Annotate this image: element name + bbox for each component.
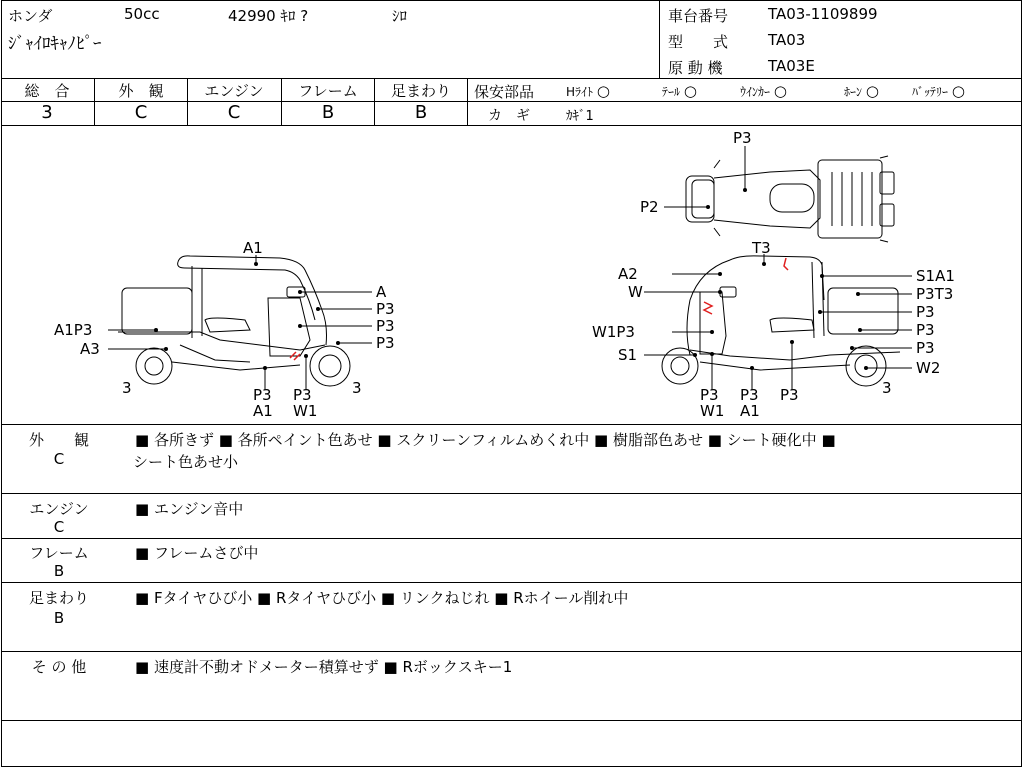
model-name: ｼﾞｬｲﾛｷｬﾉﾋﾟｰ [8,34,102,54]
safety-headlight-label: Hﾗｲﾄ [566,85,594,99]
grade-suspension-label: 足まわり [390,82,451,100]
label-a1: A1 [253,402,273,420]
note-suspension-line1: ■ Fタイヤひび小 ■ Rタイヤひび小 ■ リンクねじれ ■ Rホイール削れ中 [135,589,629,607]
label-w1: W1 [700,402,725,420]
key-label: カ ギ [488,108,530,124]
divider [467,78,468,126]
label-s1a1: S1A1 [916,267,955,285]
note-suspension-title: 足まわり [28,589,89,607]
label-p3: P3 [376,317,395,335]
type-value: TA03 [768,31,806,49]
right-view-scooter [662,256,900,386]
grade-overall-label: 総 合 [24,82,70,100]
label-p3: P3 [253,386,272,404]
grade-engine-label: エンジン [204,82,264,100]
maker: ホンダ [8,7,53,25]
note-other-line1: ■ 速度計不動オドメーター積算せず ■ Rボックスキー1 [135,658,513,676]
note-suspension-grade: B [53,609,65,627]
label-a1: A1 [243,239,263,257]
grade-overall-value: 3 [41,102,53,123]
divider [1,651,1022,652]
divider [1,720,1022,721]
note-exterior-title: 外 観 [28,431,89,449]
displacement: 50cc [124,5,160,23]
label-3: 3 [352,379,362,397]
engine-label: 原 動 機 [668,59,723,77]
label-p3: P3 [740,386,759,404]
note-frame-title: フレーム [29,544,89,562]
label-3: 3 [122,379,132,397]
safety-battery-mark: ○ [951,82,965,100]
left-view-scooter [118,256,350,386]
label-p3: P3 [916,339,935,357]
key-value: ｶｷﾞ1 [566,109,594,124]
engine-value: TA03E [768,57,815,75]
label-p3t3: P3T3 [916,285,954,303]
label-s1: S1 [618,346,638,364]
divider [467,101,1022,102]
note-other-title: そ の 他 [31,658,87,676]
label-p2: P2 [640,198,659,216]
label-p3: P3 [293,386,312,404]
frame-no: TA03-1109899 [768,5,878,23]
safety-title: 保安部品 [474,83,535,101]
label-w1p3: W1P3 [592,323,635,341]
label-w: W [628,283,643,301]
label-p3: P3 [376,334,395,352]
top-view-scooter [686,156,894,242]
safety-battery-label: ﾊﾞｯﾃﾘｰ [912,85,949,99]
safety-headlight [566,82,610,100]
safety-tail-label: ﾃｰﾙ [662,85,681,99]
note-engine-title: エンジン [29,500,89,518]
divider [1,582,1022,583]
safety-headlight-mark: ○ [596,82,610,100]
safety-tail-mark: ○ [683,82,697,100]
label-a: A [376,283,387,301]
grade-exterior-value: C [134,102,148,123]
safety-horn-mark: ○ [865,82,879,100]
label-p3: P3 [780,386,799,404]
grade-frame-value: B [321,102,335,123]
safety-horn-label: ﾎｰﾝ [844,85,863,99]
safety-winker [740,82,787,100]
note-engine-line1: ■ エンジン音中 [135,500,244,518]
label-p3: P3 [916,303,935,321]
color: ｼﾛ [392,7,408,25]
safety-battery [912,82,965,100]
safety-winker-label: ｳｲﾝｶｰ [740,85,771,99]
safety-horn [844,82,879,100]
note-exterior-line1: ■ 各所きず ■ 各所ペイント色あせ ■ スクリーンフィルムめくれ中 ■ 樹脂部色あせ ■ シート硬化中 ■ [135,431,836,449]
label-a2: A2 [618,265,638,283]
label-3: 3 [882,379,892,397]
note-frame-line1: ■ フレームさび中 [135,544,259,562]
divider [1,493,1022,494]
grade-engine-value: C [227,102,241,123]
label-w1: W1 [293,402,318,420]
note-exterior-grade: C [53,450,65,468]
grade-exterior-label: 外 観 [118,82,164,100]
divider [1,78,1022,79]
label-a3: A3 [80,340,100,358]
frame-no-label: 車台番号 [668,7,729,25]
note-engine-grade: C [53,518,65,536]
grade-frame-label: フレーム [298,82,358,100]
label-p3: P3 [733,129,752,147]
type-label: 型 式 [668,33,729,51]
note-frame-grade: B [53,562,65,580]
label-p3: P3 [700,386,719,404]
label-w2: W2 [916,359,941,377]
label-a1: A1 [740,402,760,420]
divider [1,538,1022,539]
note-exterior-line2: シート色あせ小 [133,453,239,471]
grade-suspension-value: B [414,102,428,123]
label-p3: P3 [376,300,395,318]
safety-tail [662,82,697,100]
label-t3: T3 [752,239,771,257]
header-divider [659,0,660,78]
divider [1,424,1022,425]
label-p3: P3 [916,321,935,339]
label-a1p3: A1P3 [54,321,93,339]
damage-diagram [0,126,1024,424]
mileage: 42990 ｷﾛ ? [228,7,309,25]
safety-winker-mark: ○ [773,82,787,100]
